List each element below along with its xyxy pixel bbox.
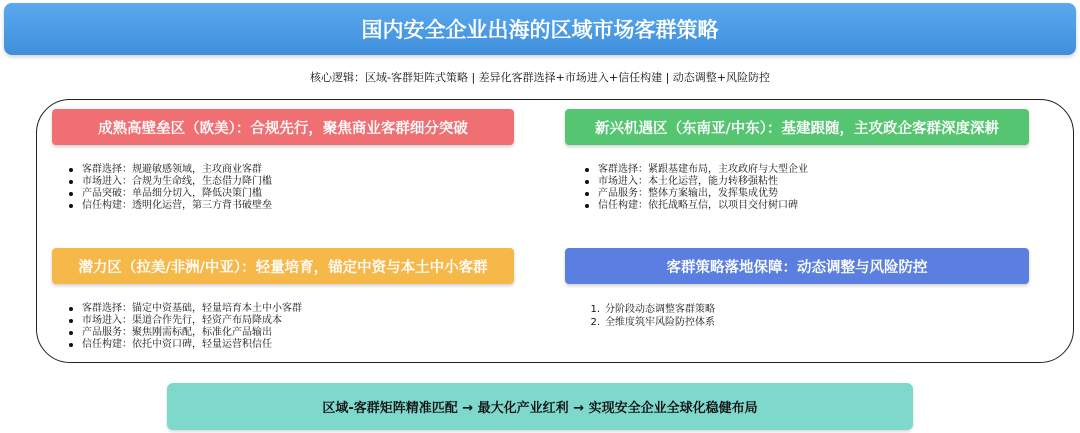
list-item: 市场进入：合规为生命线，生态借力降门槛	[68, 176, 272, 188]
page-title: 国内安全企业出海的区域市场客群策略	[4, 3, 1076, 55]
list-item: 信任构建：依托中资口碑，轻量运营积信任	[68, 339, 302, 351]
region-header-emerging: 新兴机遇区（东南亚/中东）：基建跟随，主攻政企客群深度深耕	[565, 109, 1029, 145]
list-item: 信任构建：透明化运营，第三方背书破壁垒	[68, 200, 272, 212]
list-item: 市场进入：渠道合作先行，轻资产布局降成本	[68, 315, 302, 327]
region-list-mature	[68, 164, 272, 212]
list-item: 产品突破：单品细分切入，降低决策门槛	[68, 188, 272, 200]
list-number: 2.	[590, 317, 600, 328]
region-header-potential: 潜力区（拉美/非洲/中亚）：轻量培育，锚定中资与本土中小客群	[52, 248, 514, 284]
list-item	[584, 316, 715, 329]
list-item: 客群选择：锚定中资基础，轻量培育本土中小客群	[68, 303, 302, 315]
region-list-potential	[68, 303, 302, 351]
region-list-emerging	[584, 164, 808, 212]
core-logic-text: 核心逻辑：区域-客群矩阵式策略 | 差异化客群选择+市场进入+信任构建 | 动态调整+风险防控	[309, 71, 770, 84]
list-text: 分阶段动态调整客群策略	[605, 304, 715, 315]
list-item: 市场进入：本土化运营，能力转移强粘性	[584, 176, 808, 188]
list-item: 客群选择：规避敏感领域，主攻商业客群	[68, 164, 272, 176]
list-number: 1.	[590, 304, 600, 315]
list-text: 全维度筑牢风险防控体系	[605, 317, 715, 328]
list-item: 产品服务：聚焦刚需标配，标准化产品输出	[68, 327, 302, 339]
list-item	[584, 303, 715, 316]
guarantee-list	[584, 303, 715, 329]
list-item: 客群选择：紧跟基建布局，主攻政府与大型企业	[584, 164, 808, 176]
list-item: 产品服务：整体方案输出，发挥集成优势	[584, 188, 808, 200]
region-header-mature: 成熟高壁垒区（欧美）：合规先行，聚焦商业客群细分突破	[52, 109, 514, 145]
region-header-guarantee: 客群策略落地保障：动态调整与风险防控	[565, 248, 1029, 284]
list-item: 信任构建：依托战略互信，以项目交付树口碑	[584, 200, 808, 212]
summary-footer: 区域-客群矩阵精准匹配 → 最大化产业红利 → 实现安全企业全球化稳健布局	[167, 383, 913, 430]
